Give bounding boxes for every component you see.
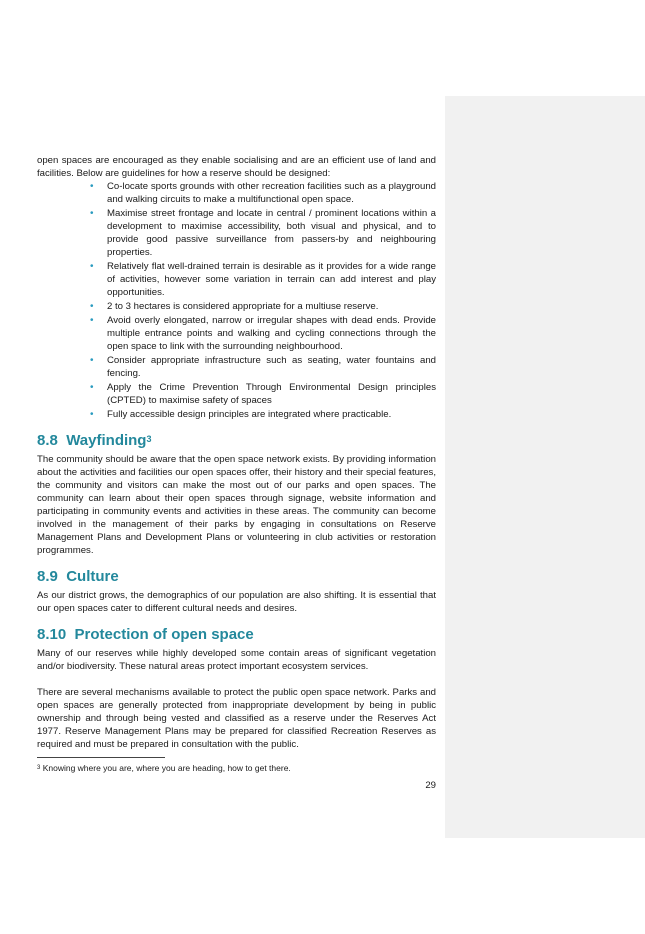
page-body [37, 154, 436, 751]
heading-title: Wayfinding [66, 432, 147, 449]
page-number: 29 [425, 780, 436, 791]
heading-number: 8.8 [37, 432, 58, 449]
paragraph-gap [37, 673, 436, 686]
footnote-marker: 3 [37, 765, 41, 771]
list-item: • Apply the Crime Prevention Through Environmental Design principles (CPTED) to maximise safety of spaces [107, 381, 436, 407]
heading-culture [37, 568, 436, 586]
footnote-text: Knowing where you are, where you are heading, how to get there. [40, 763, 291, 773]
footnote [37, 763, 436, 774]
list-item: • Avoid overly elongated, narrow or irregular shapes with dead ends. Provide multiple entrance points and walking and cycling connections through the open space to link with the surrounding neighbourhood. [107, 314, 436, 353]
list-item: • Maximise street frontage and locate in central / prominent locations within a development to maximise accessibility, both visual and physical, and to provide good passive surveillance from passers-by and neighbouring properties. [107, 207, 436, 259]
footnote-reference[interactable]: 3 [146, 434, 152, 444]
protection-paragraph-2: There are several mechanisms available to protect the public open space network. Parks and open spaces are generally protected from inappropriate development by being in public ownership and through being vested and classified as a reserve under the Reserves Act 1977. Reserve Management Plans may be prepared for classified Recreation Reserves as required and must be prepared in consultation with the public. [37, 687, 436, 750]
intro-paragraph: open spaces are encouraged as they enable socialising and are an efficient use of land and facilities. Below are guidelines for how a reserve should be designed: [37, 155, 436, 179]
protection-paragraph-1: Many of our reserves while highly developed some contain areas of significant vegetation and/or biodiversity. These natural areas protect important ecosystem services. [37, 648, 436, 672]
list-item: • Co-locate sports grounds with other recreation facilities such as a playground and walking circuits to make a multifunctional open space. [107, 180, 436, 206]
list-item: • Consider appropriate infrastructure such as seating, water fountains and fencing. [107, 354, 436, 380]
guideline-list [37, 180, 436, 421]
heading-title: Culture [66, 568, 119, 585]
heading-protection [37, 626, 436, 644]
culture-paragraph: As our district grows, the demographics of our population are also shifting. It is essential that our open spaces cater to different cultural needs and desires. [37, 590, 436, 614]
heading-number: 8.10 [37, 626, 67, 643]
heading-number: 8.9 [37, 568, 58, 585]
list-item: • Fully accessible design principles are integrated where practicable. [107, 408, 436, 421]
list-item: • Relatively flat well-drained terrain is desirable as it provides for a wide range of activities, however some variation in terrain can add interest and play opportunities. [107, 260, 436, 299]
list-item: • 2 to 3 hectares is considered appropriate for a multiuse reserve. [107, 300, 436, 313]
comment-margin-pane [445, 96, 645, 838]
heading-wayfinding [37, 432, 436, 450]
wayfinding-paragraph: The community should be aware that the open space network exists. By providing information about the activities and facilities our open spaces offer, their history and their special features, the community and visitors can make the most out of our parks and open spaces. The community can learn about their open spaces through signage, website information and participating in community events and activities in these areas. The community can become involved in the management of their parks by engaging in consultations on Reserve Management Plans and Development Plans or volunteering in club activities or restoration programmes. [37, 454, 436, 556]
footnote-divider [37, 757, 165, 758]
heading-title: Protection of open space [74, 626, 254, 643]
